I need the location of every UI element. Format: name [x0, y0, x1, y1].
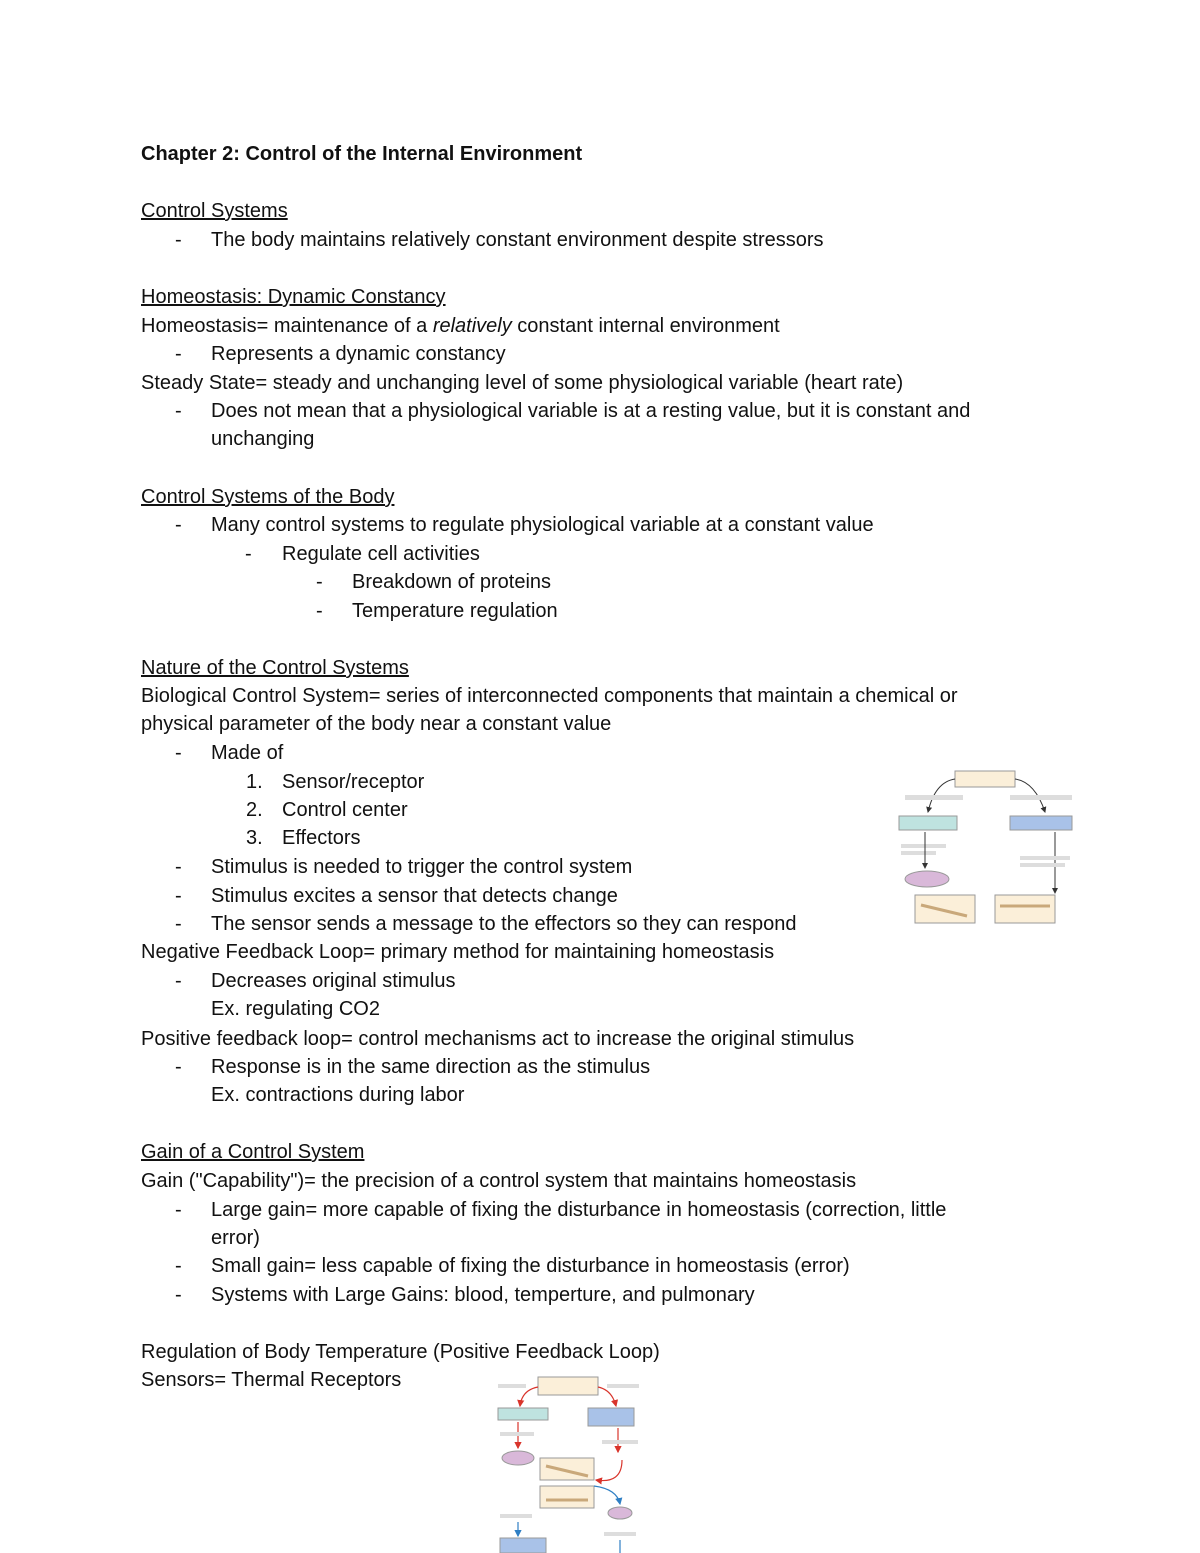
list-item-continued: error) — [211, 1227, 260, 1249]
diagram-box — [915, 895, 975, 923]
bullet-dash: - — [245, 543, 252, 565]
numbered-item: Sensor/receptor — [282, 771, 425, 793]
list-item: Systems with Large Gains: blood, temperture, and pulmonary — [211, 1284, 755, 1306]
definition-text: constant internal environment — [511, 315, 780, 337]
diagram-box — [498, 1408, 548, 1420]
sensors-text: Sensors= Thermal Receptors — [141, 1369, 402, 1391]
bullet-dash: - — [175, 1056, 182, 1078]
gain-definition: Gain ("Capability")= the precision of a control system that maintains homeostasis — [141, 1170, 857, 1192]
bullet-dash: - — [175, 400, 182, 422]
list-item: The body maintains relatively constant environment despite stressors — [211, 229, 824, 251]
numbered-item: Control center — [282, 799, 408, 821]
list-number: 3. — [246, 827, 263, 849]
diagram-box — [540, 1486, 594, 1508]
definition-emphasis: relatively — [432, 315, 512, 337]
biological-control-definition-continued: physical parameter of the body near a constant value — [141, 713, 612, 735]
heading-body-systems: Control Systems of the Body — [141, 486, 395, 508]
list-item: Represents a dynamic constancy — [211, 343, 506, 365]
bullet-dash: - — [175, 742, 182, 764]
list-item: Small gain= less capable of fixing the disturbance in homeostasis (error) — [211, 1255, 850, 1277]
homeostasis-definition — [141, 312, 780, 340]
negative-feedback-definition: Negative Feedback Loop= primary method for maintaining homeostasis — [141, 941, 775, 963]
biological-control-definition: Biological Control System= series of interconnected components that maintain a chemical or — [141, 685, 958, 707]
bullet-dash: - — [175, 514, 182, 536]
list-item: Does not mean that a physiological variable is at a resting value, but it is constant and — [211, 400, 971, 422]
bullet-dash: - — [175, 1255, 182, 1277]
example-text: Ex. regulating CO2 — [211, 998, 380, 1020]
list-item: Stimulus is needed to trigger the control system — [211, 856, 633, 878]
feedback-loop-diagram — [895, 768, 1080, 928]
list-number: 1. — [246, 771, 263, 793]
list-number: 2. — [246, 799, 263, 821]
list-item: The sensor sends a message to the effectors so they can respond — [211, 913, 797, 935]
heading-gain: Gain of a Control System — [141, 1141, 365, 1163]
diagram-box — [899, 816, 957, 830]
bullet-dash: - — [175, 970, 182, 992]
list-item: Breakdown of proteins — [352, 571, 552, 593]
heading-nature: Nature of the Control Systems — [141, 657, 409, 679]
list-item: Stimulus excites a sensor that detects change — [211, 885, 618, 907]
bullet-dash: - — [175, 1284, 182, 1306]
list-item: Made of — [211, 742, 284, 764]
bullet-dash: - — [175, 1199, 182, 1221]
diagram-box — [1010, 816, 1072, 830]
heading-control-systems: Control Systems — [141, 200, 288, 222]
list-item: Response is in the same direction as the stimulus — [211, 1056, 651, 1078]
diagram-box — [538, 1377, 598, 1395]
bullet-dash: - — [175, 856, 182, 878]
heading-homeostasis: Homeostasis: Dynamic Constancy — [141, 286, 446, 308]
diagram-ellipse — [905, 871, 949, 887]
temperature-regulation-diagram — [492, 1374, 652, 1553]
definition-text: Homeostasis= maintenance of a — [141, 315, 433, 337]
bullet-dash: - — [175, 229, 182, 251]
list-item-continued: unchanging — [211, 428, 315, 450]
steady-state-definition: Steady State= steady and unchanging level of some physiological variable (heart rate) — [141, 372, 904, 394]
bullet-dash: - — [175, 343, 182, 365]
diagram-box — [500, 1538, 546, 1553]
list-item: Regulate cell activities — [282, 543, 480, 565]
example-text: Ex. contractions during labor — [211, 1084, 465, 1106]
diagram-ellipse — [608, 1507, 632, 1519]
diagram-box — [995, 895, 1055, 923]
list-item: Many control systems to regulate physiological variable at a constant value — [211, 514, 874, 536]
bullet-dash: - — [175, 913, 182, 935]
list-item: Temperature regulation — [352, 600, 558, 622]
heading-temperature: Regulation of Body Temperature (Positive Feedback Loop) — [141, 1341, 660, 1363]
bullet-dash: - — [316, 600, 323, 622]
positive-feedback-definition: Positive feedback loop= control mechanisms act to increase the original stimulus — [141, 1028, 855, 1050]
numbered-item: Effectors — [282, 827, 361, 849]
bullet-dash: - — [175, 885, 182, 907]
diagram-ellipse — [502, 1451, 534, 1465]
list-item: Decreases original stimulus — [211, 970, 456, 992]
bullet-dash: - — [316, 571, 323, 593]
diagram-box — [955, 771, 1015, 787]
page-title: Chapter 2: Control of the Internal Environment — [141, 143, 583, 165]
diagram-box — [588, 1408, 634, 1426]
list-item: Large gain= more capable of fixing the disturbance in homeostasis (correction, little — [211, 1199, 947, 1221]
